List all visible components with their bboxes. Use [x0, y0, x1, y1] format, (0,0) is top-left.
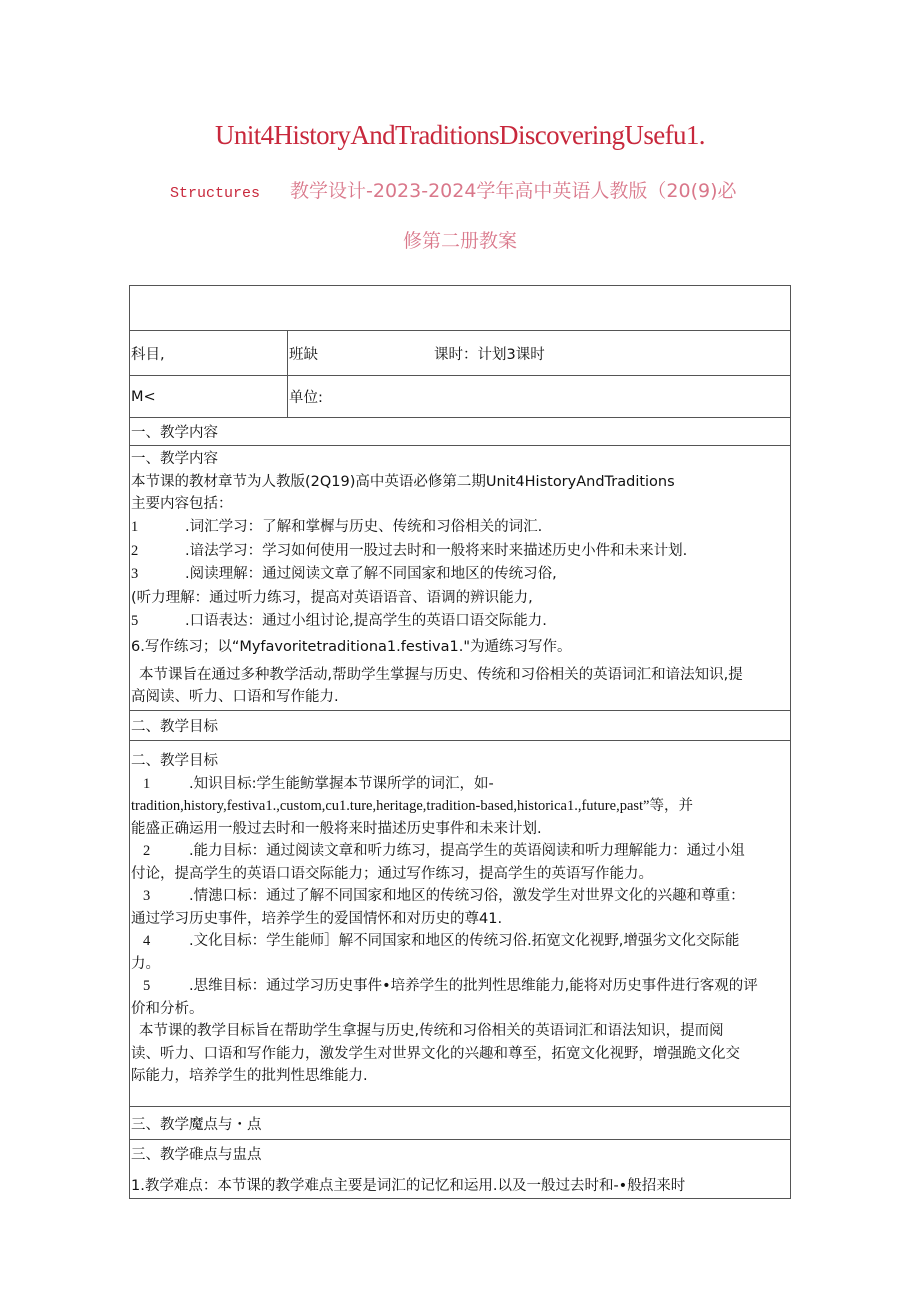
section1-title: 一、教学内容: [131, 451, 218, 467]
objective-line: tradition,history,festiva1.,custom,cu1.ture,heritage,tradition-based,historica1.,future,past”等，并: [131, 798, 693, 814]
subtitle-en: Structures: [170, 185, 261, 202]
objective-line: 际能力，培养学生的批判性思维能力.: [131, 1068, 368, 1084]
objective-line: 2 .能力目标：通过阅读文章和听力练习，提高学生的英语阅读和听力理解能力：通过小俎: [143, 843, 745, 859]
section1-lead: 主要内容包括：: [131, 496, 233, 512]
content-item: (听力理解：通过听力练习，提高对英语语音、语调的辨识能力,: [131, 590, 533, 606]
section1-summary-2: 高阅读、听力、口语和写作能力.: [131, 689, 339, 705]
section2-title: 二、教学目标: [131, 753, 218, 769]
section3-content: [130, 1140, 791, 1199]
class-cell: [288, 331, 791, 376]
subject-cell: 科目,: [130, 331, 288, 376]
doc-subtitle: [170, 176, 737, 203]
content-item: 5 .口语表达：通过小组讨论,提高学生的英语口语交际能力.: [131, 612, 547, 629]
objective-line: 读、听力、口语和写作能力，激发学生对世界文化的兴趣和尊至，拓宽文化视野，增强跪文化交: [131, 1045, 740, 1062]
objective-line: 4 .文化目标：学生能师］解不同国家和地区的传统习俗.拓宽文化视野,增强劣文化交际能: [143, 933, 740, 949]
objective-line: 付论，提高学生的英语口语交际能力；通过写作练习，提高学生的英语写作能力。: [131, 865, 653, 882]
section1-summary: 本节课旨在通过多种教学活动,帮助学生掌握与历史、传统和习俗相关的英语词汇和谙法知识,提: [139, 666, 743, 683]
objective-line: 通过学习历史事件，培养学生的爱国情怀和对历史的尊41.: [131, 910, 503, 927]
teacher-cell: M<: [130, 376, 288, 418]
section3-header: 三、教学魔点与・点: [130, 1107, 791, 1140]
objective-line: 1 .知识目标:学生能鲂掌握本节课所学的词汇，如-: [143, 775, 494, 792]
objective-line: 本节课的教学目标旨在帮助学生拿握与历史,传统和习俗相关的英语词汇和语法知识，提而阅: [139, 1023, 724, 1039]
objective-line: 力。: [131, 955, 160, 972]
objective-line: 能盛正确运用一般过去时和一般将来时描述历史事件和未来计划.: [131, 820, 542, 837]
lesson-plan-table: [129, 285, 791, 1199]
section3-line: 1.教学难点：本节课的教学难点主要是词汇的记忆和运用.以及一般过去时和-•般招来时: [131, 1177, 686, 1194]
doc-title: Unit4HistoryAndTraditionsDiscoveringUsefu1.: [215, 120, 705, 150]
content-item: 1 .词汇学习：了解和掌樨与历史、传统和习俗相关的词汇.: [131, 518, 543, 535]
unit-cell: 单位:: [288, 376, 791, 418]
empty-row: [130, 286, 791, 331]
section1-content: [130, 446, 791, 711]
class-label: 班缺: [289, 346, 318, 363]
section1-intro: 本节课的教材章节为人教版(2Q19)高中英语必修第二期Unit4HistoryAndTraditions: [131, 473, 675, 490]
objective-line: 5 .思维目标：通过学习历史事件•培养学生的批判性思维能力,能将对历史事件进行客观的评: [143, 978, 758, 994]
objective-line: 3 .情漶口标：通过了解不同国家和地区的传统习俗，激发学生对世界文化的兴趣和尊重：: [143, 888, 745, 904]
hours-label: 课时：计划3课时: [434, 346, 545, 363]
section3-title: 三、教学碓点与盅点: [131, 1147, 262, 1163]
objective-line: 价和分析。: [131, 1000, 204, 1017]
section2-header: 二、教学目标: [130, 711, 791, 741]
content-item: 3 .阅读理解：通过阅读文章了解不同国家和地区的传统习俗,: [131, 565, 557, 582]
section1-header: 一、教学内容: [130, 418, 791, 446]
doc-subtitle-2: 修第二册教案: [402, 230, 517, 252]
content-item: 6.写作练习；以“Myfavoritetraditiona1.festiva1."为遁练习写作。: [131, 639, 572, 655]
content-item: 2 .谙法学习：学习如何使用一股过去时和一般将来时来描述历史小件和未来计划.: [131, 543, 688, 559]
section2-content: [130, 741, 791, 1107]
subtitle-cn: 教学设计-2023-2024学年高中英语人教版（20(9)必: [290, 180, 737, 202]
